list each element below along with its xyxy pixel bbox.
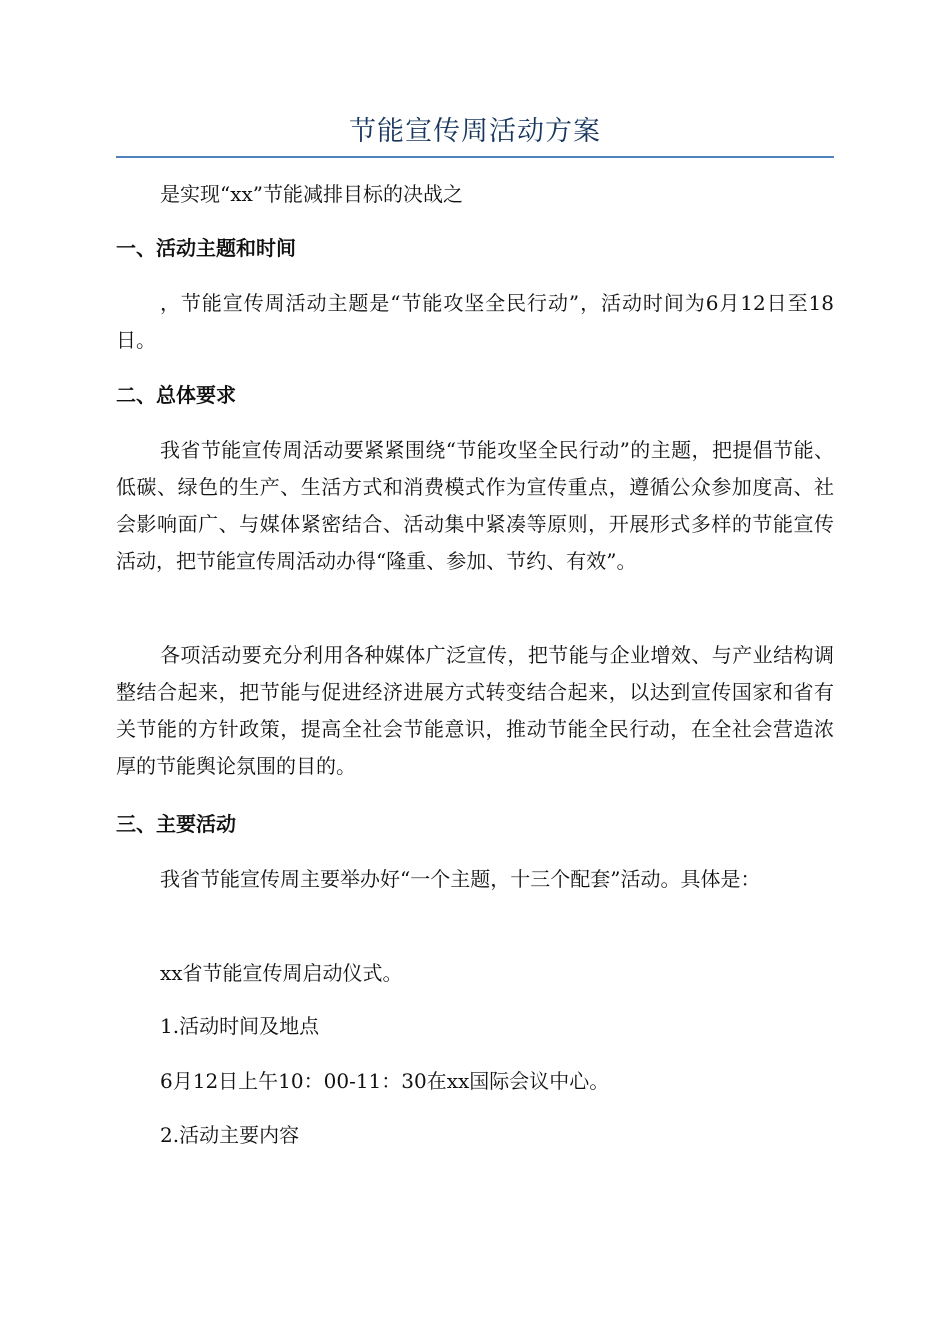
section-1-heading: 一、活动主题和时间 — [116, 236, 296, 260]
page-title: 节能宣传周活动方案 — [349, 116, 601, 147]
subsection-1-text: 6月12日上午10：00-11：30在xx国际会议中心。 — [160, 1069, 610, 1093]
section-2-paragraph-2: 各项活动要充分利用各种媒体广泛宣传，把节能与企业增效、与产业结构调整结合起来，把节能与促进经济进展方式转变结合起来，以达到宣传国家和省有关节能的方针政策，提高全社会节能意识，推动节能全民行动，在全社会营造浓厚的节能舆论氛围的目的。 — [116, 643, 834, 778]
section-2-heading: 二、总体要求 — [116, 383, 236, 407]
section-3-heading: 三、主要活动 — [116, 812, 236, 836]
section-2-paragraph-1: 我省节能宣传周活动要紧紧围绕“节能攻坚全民行动”的主题，把提倡节能、低碳、绿色的生产、生活方式和消费模式作为宣传重点，遵循公众参加度高、社会影响面广、与媒体紧密结合、活动集中紧凑等原则，开展形式多样的节能宣传活动，把节能宣传周活动办得“隆重、参加、节约、有效”。 — [116, 438, 834, 573]
title-block — [116, 112, 834, 158]
section-1-paragraph: ，节能宣传周活动主题是“节能攻坚全民行动”，活动时间为6月12日至18日。 — [116, 291, 834, 352]
activity-title: xx省节能宣传周启动仪式。 — [160, 961, 403, 985]
subsection-1-label: 1.活动时间及地点 — [160, 1014, 320, 1038]
intro-paragraph: 是实现“xx”节能减排目标的决战之 — [160, 182, 464, 206]
section-3-paragraph: 我省节能宣传周主要举办好“一个主题，十三个配套”活动。具体是： — [160, 867, 761, 891]
subsection-2-label: 2.活动主要内容 — [160, 1123, 300, 1147]
